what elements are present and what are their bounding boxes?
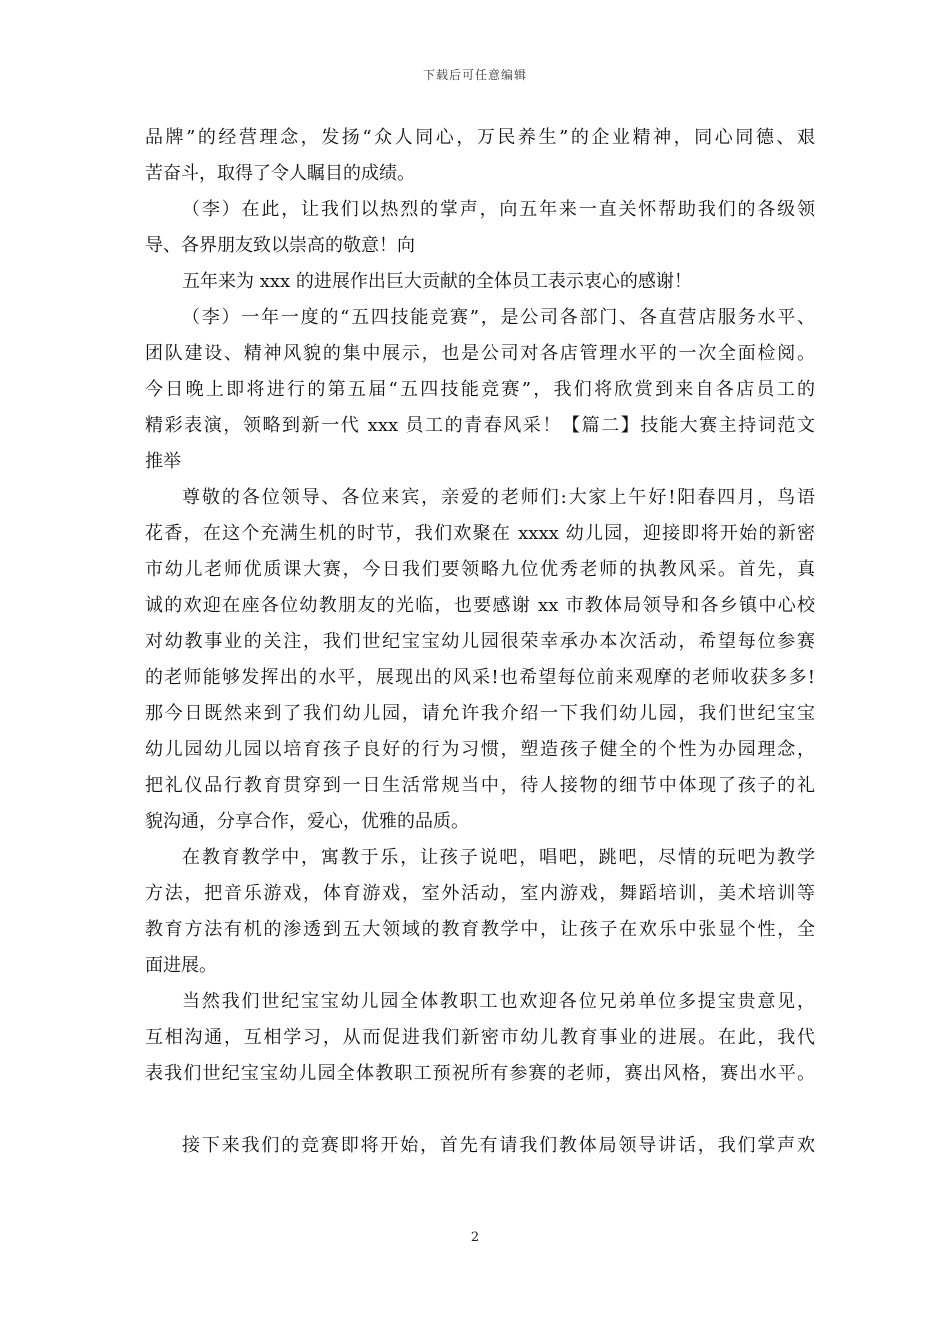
- text-line: 方法，把音乐游戏，体育游戏，室外活动，室内游戏，舞蹈培训，美术培训等: [145, 883, 815, 904]
- text-line: （李）一年一度的“五四技能竞赛”，是公司各部门、各直营店服务水平、: [182, 307, 815, 328]
- text-line: 在教育教学中，寓教于乐，让孩子说吧，唱吧，跳吧，尽情的玩吧为教学: [182, 847, 815, 868]
- text-line: 五年来为 xxx 的进展作出巨大贡献的全体员工表示衷心的感谢！: [182, 271, 692, 292]
- text-line: 表我们世纪宝宝幼儿园全体教职工预祝所有参赛的老师，赛出风格，赛出水平。: [145, 1063, 815, 1084]
- text-line: 教育方法有机的渗透到五大领域的教育教学中，让孩子在欢乐中张显个性，全: [145, 919, 815, 940]
- text-line: 那今日既然来到了我们幼儿园，请允许我介绍一下我们幼儿园，我们世纪宝宝: [145, 703, 815, 724]
- text-line: 貌沟通，分享合作，爱心，优雅的品质。: [145, 811, 469, 832]
- text-line: 精彩表演，领略到新一代 xxx 员工的青春风采！【篇二】技能大赛主持词范文: [145, 415, 815, 436]
- text-line: 团队建设、精神风貌的集中展示，也是公司对各店管理水平的一次全面检阅。: [145, 343, 815, 364]
- text-line: （李）在此，让我们以热烈的掌声，向五年来一直关怀帮助我们的各级领: [182, 199, 815, 220]
- text-line: 苦奋斗，取得了令人瞩目的成绩。: [145, 163, 415, 184]
- text-line: 诚的欢迎在座各位幼教朋友的光临，也要感谢 xx 市教体局领导和各乡镇中心校: [145, 595, 815, 616]
- page-header: 下载后可任意编辑: [422, 68, 527, 82]
- text-line: 今日晚上即将进行的第五届“五四技能竞赛”，我们将欣赏到来自各店员工的: [145, 379, 815, 400]
- text-line: 对幼教事业的关注，我们世纪宝宝幼儿园很荣幸承办本次活动，希望每位参赛: [145, 631, 815, 652]
- page-number: 2: [470, 1230, 480, 1245]
- text-line: 花香，在这个充满生机的时节，我们欢聚在 xxxx 幼儿园，迎接即将开始的新密: [145, 523, 815, 544]
- text-line: 把礼仪品行教育贯穿到一日生活常规当中，待人接物的细节中体现了孩子的礼: [145, 775, 815, 796]
- text-line: 幼儿园幼儿园以培育孩子良好的行为习惯，塑造孩子健全的个性为办园理念，: [145, 739, 815, 760]
- text-line: 接下来我们的竞赛即将开始，首先有请我们教体局领导讲话，我们掌声欢: [182, 1135, 815, 1156]
- text-line: 面进展。: [145, 955, 217, 976]
- blank-line: [145, 1092, 815, 1128]
- text-line: 品牌”的经营理念，发扬“众人同心，万民养生”的企业精神，同心同德、艰: [145, 127, 815, 148]
- text-line: 尊敬的各位领导、各位来宾，亲爱的老师们:大家上午好!阳春四月，鸟语: [182, 487, 815, 508]
- text-line: 市幼儿老师优质课大赛，今日我们要领略九位优秀老师的执教风采。首先，真: [145, 559, 815, 580]
- text-line: 的老师能够发挥出的水平，展现出的风采!也希望每位前来观摩的老师收获多多!: [145, 667, 815, 688]
- text-line: 推举: [145, 451, 181, 472]
- text-line: 互相沟通，互相学习，从而促进我们新密市幼儿教育事业的进展。在此，我代: [145, 1027, 815, 1048]
- text-line: 当然我们世纪宝宝幼儿园全体教职工也欢迎各位兄弟单位多提宝贵意见，: [182, 991, 815, 1012]
- document-body: [145, 120, 815, 1164]
- text-line: 导、各界朋友致以崇高的敬意！向: [145, 235, 415, 256]
